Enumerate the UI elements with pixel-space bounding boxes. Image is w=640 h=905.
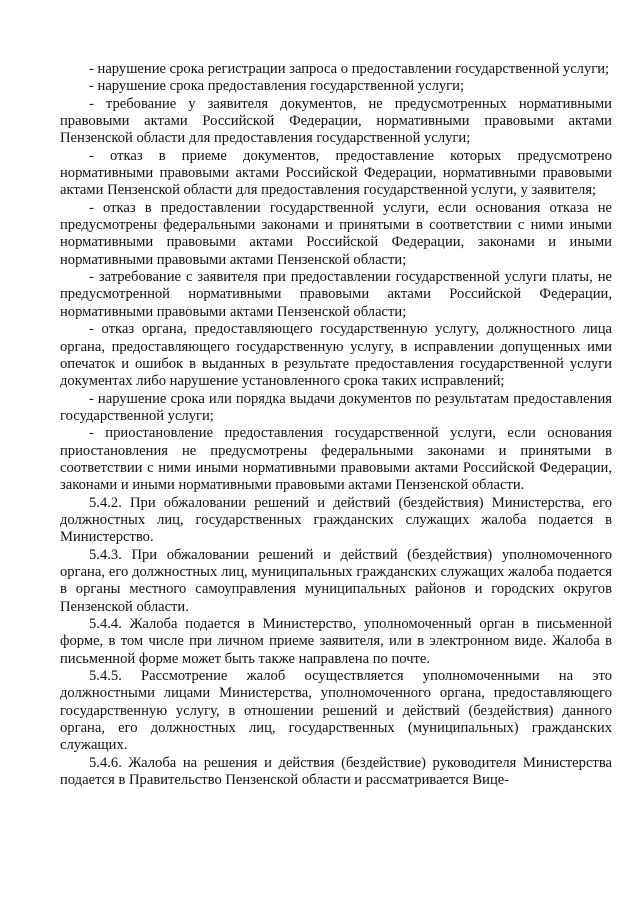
paragraph-5-4-3: 5.4.3. При обжаловании решений и действий (бездействия) уполномоченного органа, его должностных лиц, муниципальных гражданских служащих жалоба подается в органы местного самоуправления муниципальных районов и городских округов Пензенской области. xyxy=(60,546,612,615)
paragraph-service-refusal: - отказ в предоставлении государственной услуги, если основания отказа не предусмотрены федеральными законами и принятыми в соответствии с ними иными нормативными правовыми актами Российской Федерации, законами и иными нормативными правовыми актами Пензенской области; xyxy=(60,199,612,268)
paragraph-5-4-2: 5.4.2. При обжаловании решений и действий (бездействия) Министерства, его должностных лиц, государственных гражданских служащих жалоба подается в Министерство. xyxy=(60,494,612,546)
paragraph-payment-demand: - затребование с заявителя при предоставлении государственной услуги платы, не предусмотренной нормативными правовыми актами Российской Федерации, нормативными правовыми актами Пензенской области; xyxy=(60,269,612,320)
paragraph-5-4-4: 5.4.4. Жалоба подается в Министерство, уполномоченный орган в письменной форме, в том числе при личном приеме заявителя, или в электронном виде. Жалоба в письменной форме может быть также направлена по почте. xyxy=(60,616,612,667)
paragraph-acceptance-refusal: - отказ в приеме документов, предоставление которых предусмотрено нормативными правовыми актами Российской Федерации, нормативными правовыми актами Пензенской области для предоставления государственной услуги, у заявителя; xyxy=(60,147,612,199)
paragraph-registration-violation: - нарушение срока регистрации запроса о предоставлении государственной услуги; xyxy=(89,61,610,77)
document-page xyxy=(60,61,612,789)
paragraph-issuance-violation: - нарушение срока или порядка выдачи документов по результатам предоставления государственной услуги; xyxy=(60,390,612,424)
paragraph-term-violation: - нарушение срока предоставления государственной услуги; xyxy=(89,78,465,95)
paragraph-5-4-5: 5.4.5. Рассмотрение жалоб осуществляется уполномоченными на это должностными лицами Министерства, уполномоченного органа, предоставляющего государственную услугу, в отношении решений и действий (бездействия) данного органа, его должностных лиц, государственных (муниципальных) гражданских служащих. xyxy=(60,668,612,754)
paragraph-documents-requirement: - требование у заявителя документов, не предусмотренных нормативными правовыми актами Российской Федерации, нормативными правовыми актами Пензенской области для предоставления государственной услуги; xyxy=(60,95,612,147)
paragraph-suspension: - приостановление предоставления государственной услуги, если основания приостановления не предусмотрены федеральными законами и принятыми в соответствии с ними иными нормативными правовыми актами Российской Федерации, законами и иными нормативными правовыми актами Пензенской области. xyxy=(60,425,612,494)
paragraph-correction-refusal: - отказ органа, предоставляющего государственную услугу, должностного лица органа, предоставляющего государственную услугу, в исправлении допущенных ими опечаток и ошибок в выданных в результате предоставления государственной услуги документах либо нарушение установленного срока таких исправлений; xyxy=(60,321,612,390)
paragraph-5-4-6: 5.4.6. Жалоба на решения и действия (бездействие) руководителя Министерства подается в Правительство Пензенской области и рассматривается Вице- xyxy=(60,754,612,789)
